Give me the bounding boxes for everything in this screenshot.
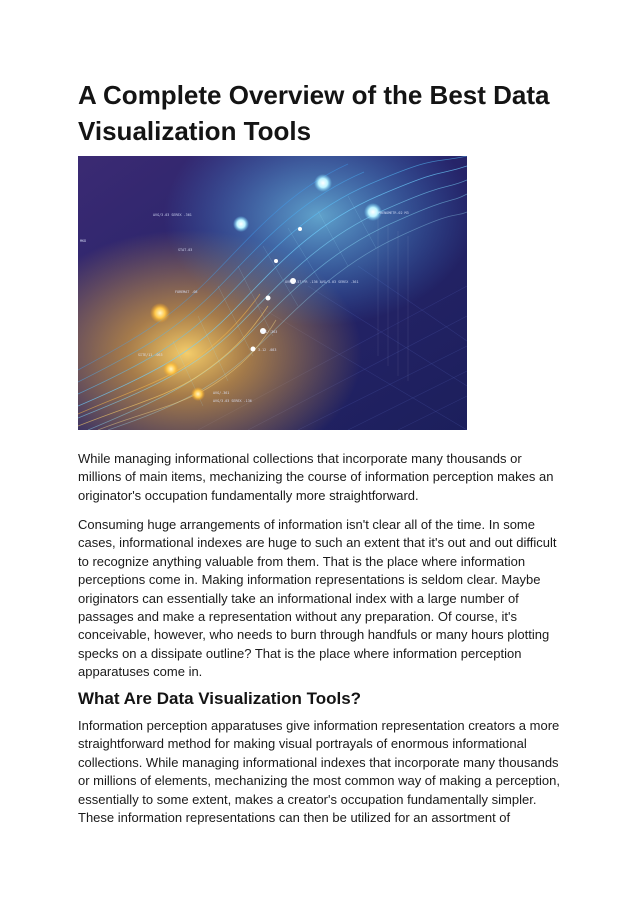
overlay-label: STAT.03: [178, 248, 193, 252]
overlay-label: OVR/2.57/FR .136 AVG/3.03 SEREX .361: [285, 280, 359, 284]
overlay-label: SITE/11 .063: [138, 353, 163, 357]
overlay-label: MKD: [80, 239, 87, 243]
body-paragraph: Consuming huge arrangements of information isn't clear all of the time. In some cases, informational indexes are huge to such an extent that it's out and out difficult to recognize anything valuable from them. That is the place where information perceptions come in. Making information representations is seldom clear. Maybe originators can essentially take an informational index with a large number of passages and make a representation without any preparation. Of course, it's conceivable, however, who needs to burn through handfuls or many hours plotting specks on a dissipate outline? That is the place where information perception apparatuses come in.: [78, 517, 557, 680]
overlay-label: AVG/3.03 SEREX .361: [153, 213, 192, 217]
overlay-label: 3.12 .083: [258, 348, 277, 352]
overlay-label: FOREMAT .08: [175, 290, 198, 294]
section-paragraph: Information perception apparatuses give information representation creators a more straightforward method for making visual portrayals of enormous informational collections. While managing informational indexes that incorporate many thousands or millions of elements, mechanizing the most common way of making a perception, essentially to some extent, makes a creator's occupation fundamentally simpler. These information representations can then be utilized for an assortment of: [78, 718, 560, 826]
overlay-label: PHENOMETR.02 M3: [378, 211, 409, 215]
page-title: A Complete Overview of the Best Data Visualization Tools: [78, 80, 550, 146]
intro-paragraph: While managing informational collections that incorporate many thousands or millions of main items, mechanizing the course of information perception makes an originator's occupation fundamentally more straightforward.: [78, 451, 554, 503]
overlay-label: AVG/.363: [261, 330, 278, 334]
overlay-label: AVG/3.03 SEREX .136: [213, 399, 252, 403]
data-visualization-hero-image: [78, 156, 467, 430]
section-heading: What Are Data Visualization Tools?: [78, 689, 362, 708]
overlay-label: AVG/.361: [213, 391, 230, 395]
